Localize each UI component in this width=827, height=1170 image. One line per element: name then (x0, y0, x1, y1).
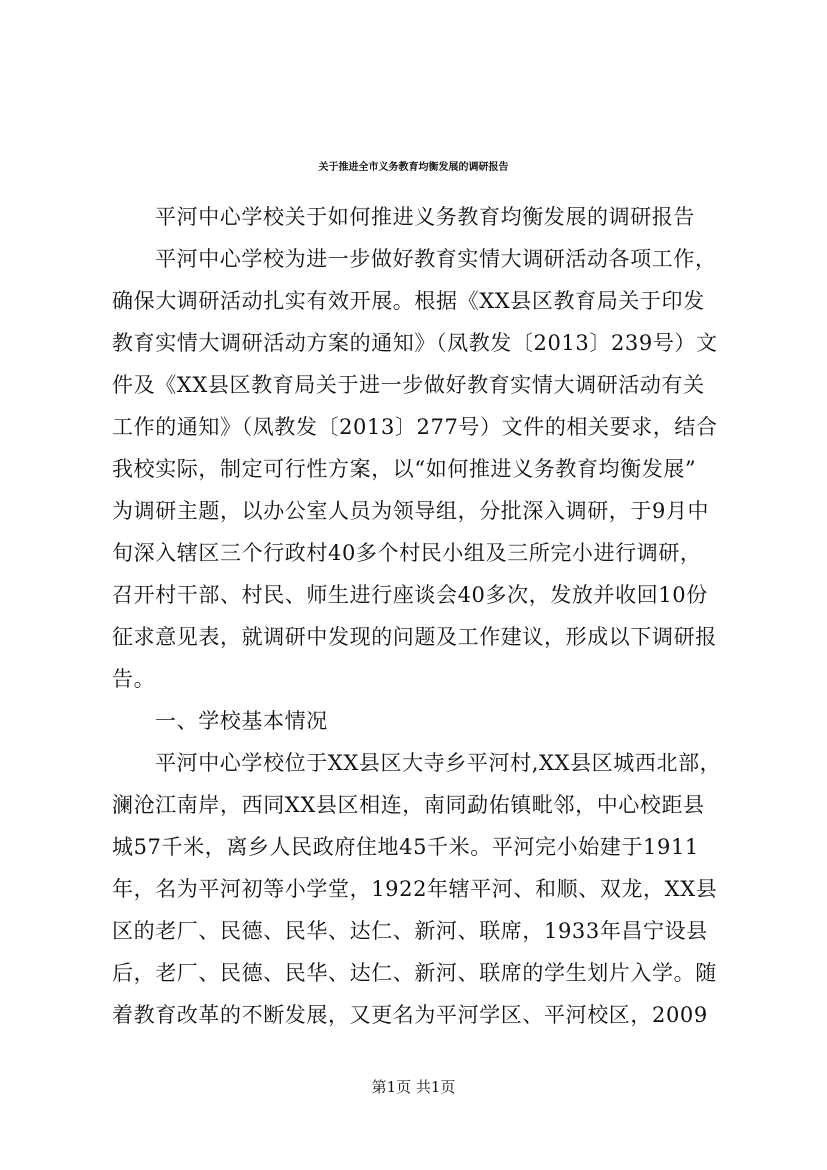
paragraph-line: 澜沧江南岸，西同XX县区相连，南同勐佑镇毗邻，中心校距县 (112, 793, 705, 817)
paragraph-line: 征求意见表，就调研中发现的问题及工作建议，形成以下调研报 (112, 625, 717, 649)
paragraph-line: 我校实际，制定可行性方案，以“如何推进义务教育均衡发展” (112, 457, 697, 481)
paragraph-line: 教育实情大调研活动方案的通知》（凤教发〔2013〕239号）文 (112, 331, 718, 355)
paragraph-line: 告。 (112, 667, 156, 691)
section-heading: 一、学校基本情况 (155, 709, 328, 733)
paragraph-line: 确保大调研活动扎实有效开展。根据《XX县区教育局关于印发 (112, 289, 705, 313)
paragraph-line: 工作的通知》（凤教发〔2013〕277号）文件的相关要求，结合 (112, 415, 718, 439)
paragraph-line: 件及《XX县区教育局关于进一步做好教育实情大调研活动有关 (112, 373, 705, 397)
paragraph-line: 召开村干部、村民、师生进行座谈会40多次，发放并收回10份 (112, 583, 708, 607)
paragraph-line: 着教育改革的不断发展，又更名为平河学区、平河校区，2009 (112, 1003, 708, 1027)
paragraph-line: 年，名为平河初等小学堂，1922年辖平河、和顺、双龙，XX县 (112, 877, 718, 901)
paragraph-line: 为调研主题，以办公室人员为领导组，分批深入调研，于9月中 (112, 499, 710, 523)
page-footer: 第1页 共1页 (371, 1078, 456, 1096)
paragraph-line: 平河中心学校位于XX县区大寺乡平河村,XX县区城西北部， (155, 751, 722, 775)
document-title: 关于推进全市义务教育均衡发展的调研报告 (318, 162, 509, 173)
subtitle-line: 平河中心学校关于如何推进义务教育均衡发展的调研报告 (155, 205, 695, 229)
paragraph-line: 后，老厂、民德、民华、达仁、新河、联席的学生划片入学。随 (112, 961, 717, 985)
paragraph-line: 平河中心学校为进一步做好教育实情大调研活动各项工作， (155, 247, 717, 271)
paragraph-line: 城57千米，离乡人民政府住地45千米。平河完小始建于1911 (112, 835, 699, 859)
paragraph-line: 旬深入辖区三个行政村40多个村民小组及三所完小进行调研， (112, 541, 702, 565)
paragraph-line: 区的老厂、民德、民华、达仁、新河、联席，1933年昌宁设县 (112, 919, 708, 943)
